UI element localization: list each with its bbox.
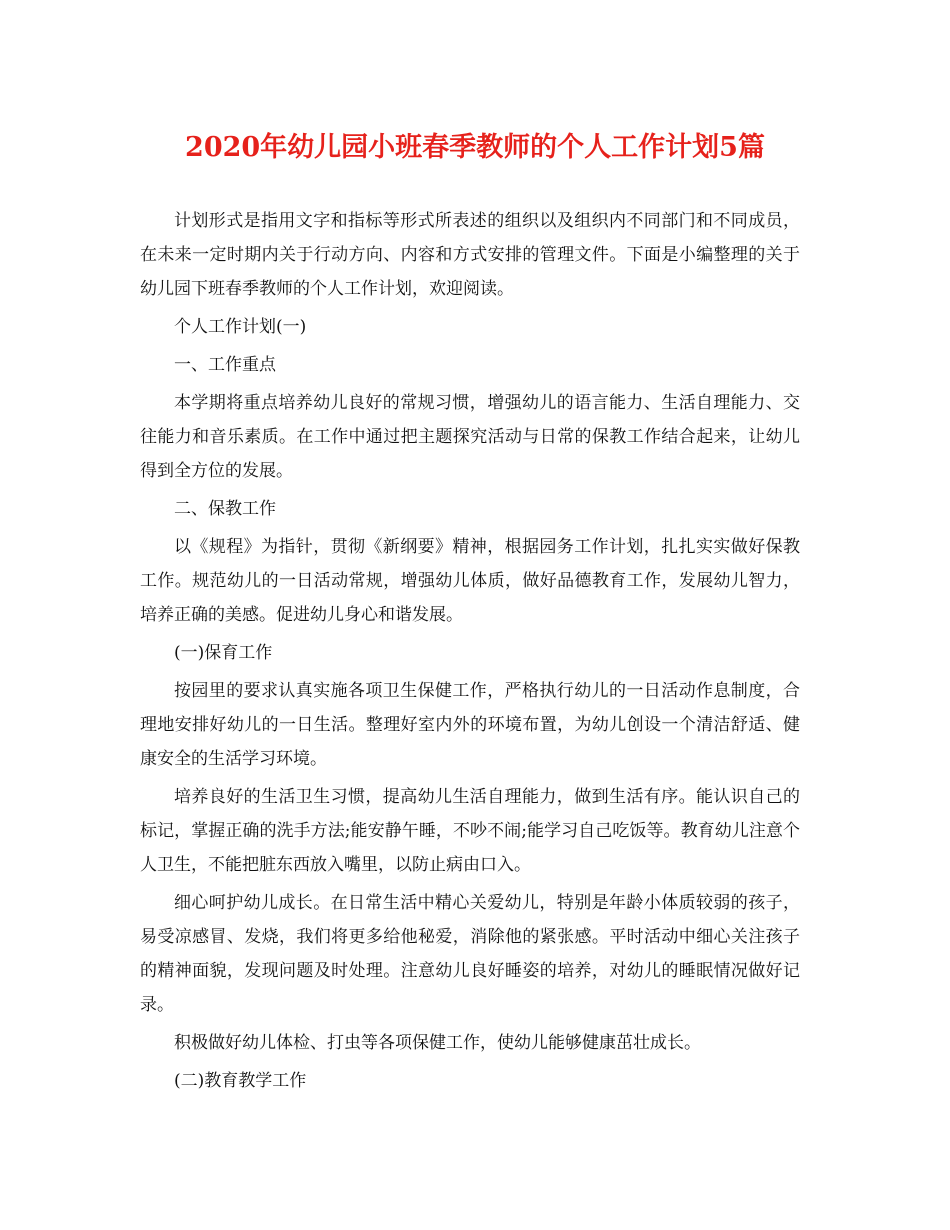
section-heading-focus: 一、工作重点: [174, 355, 276, 375]
section-heading-plan-1: 个人工作计划(一): [174, 317, 307, 337]
paragraph-intro: 计划形式是指用文字和指标等形式所表述的组织以及组织内不同部门和不同成员，在未来一定时期内关于行动方向、内容和方式安排的管理文件。下面是小编整理的关于幼儿园下班春季教师的个人工作计划，欢迎阅读。: [140, 211, 800, 299]
paragraph-focus: 本学期将重点培养幼儿良好的常规习惯，增强幼儿的语言能力、生活自理能力、交往能力和音乐素质。在工作中通过把主题探究活动与日常的保教工作结合起来，让幼儿得到全方位的发展。: [140, 393, 800, 481]
subsection-heading-teaching: (二)教育教学工作: [174, 1071, 307, 1091]
paragraph-care-4: 积极做好幼儿体检、打虫等各项保健工作，使幼儿能够健康茁壮成长。: [174, 1033, 701, 1053]
paragraph-care-3: 细心呵护幼儿成长。在日常生活中精心关爱幼儿，特别是年龄小体质较弱的孩子，易受凉感冒、发烧，我们将更多给他秘爱，消除他的紧张感。平时活动中细心关注孩子的精神面貌，发现问题及时处理。注意幼儿良好睡姿的培养，对幼儿的睡眠情况做好记录。: [140, 893, 800, 1015]
subsection-heading-care: (一)保育工作: [174, 643, 273, 663]
paragraph-care-2: 培养良好的生活卫生习惯，提高幼儿生活自理能力，做到生活有序。能认识自己的标记，掌握正确的洗手方法;能安静午睡，不吵不闹;能学习自己吃饭等。教育幼儿注意个人卫生，不能把脏东西放入嘴里，以防止病由口入。: [140, 787, 800, 875]
document-title: 2020年幼儿园小班春季教师的个人工作计划5篇: [185, 132, 765, 163]
paragraph-care-1: 按园里的要求认真实施各项卫生保健工作，严格执行幼儿的一日活动作息制度，合理地安排好幼儿的一日生活。整理好室内外的环境布置，为幼儿创设一个清洁舒适、健康安全的生活学习环境。: [140, 681, 800, 769]
paragraph-care-education: 以《规程》为指针，贯彻《新纲要》精神，根据园务工作计划，扎扎实实做好保教工作。规范幼儿的一日活动常规，增强幼儿体质，做好品德教育工作，发展幼儿智力，培养正确的美感。促进幼儿身心和谐发展。: [140, 537, 800, 625]
section-heading-care-education: 二、保教工作: [174, 499, 276, 519]
document-body: [140, 204, 800, 1102]
